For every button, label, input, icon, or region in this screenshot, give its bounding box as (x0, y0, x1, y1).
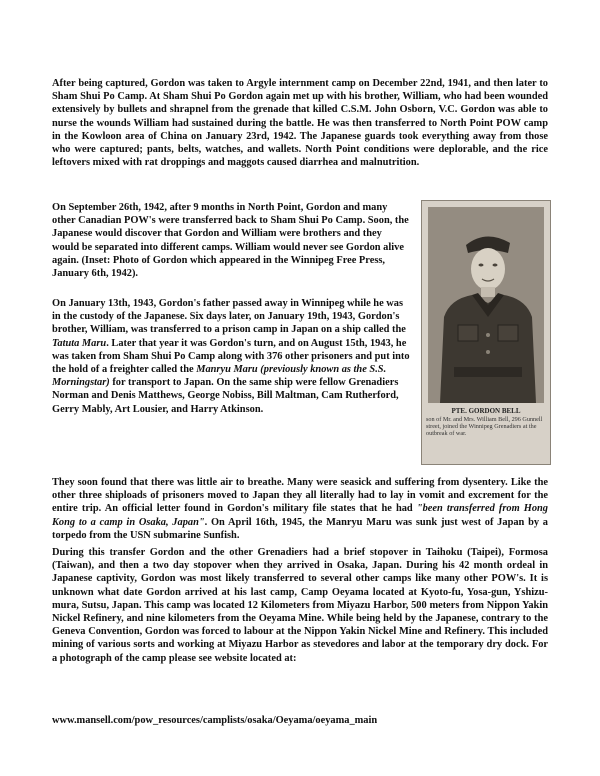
inset-caption-title: PTE. GORDON BELL (451, 407, 521, 415)
soldier-portrait-image (428, 207, 544, 403)
paragraph-voyage (52, 476, 548, 542)
newspaper-inset (421, 200, 551, 465)
text-segment: On January 13th, 1943, Gordon's father passed away in Winnipeg while he was in the custody of the Japanese. Six days later, on January 19th, 1943, Gordon's brother, William, was transferred to a prison camp in Japan on a ship called the (52, 298, 406, 336)
paragraph-camp-oeyama: During this transfer Gordon and the other Grenadiers had a brief stopover in Taihoku (Taipei), Formosa (Taiwan), and then a two day stopover when they arrived in Osaka, Japan. During his 42 month ordeal in Japanese captivity, Gordon was most likely transferred to several other camps like many other POW's. It is unknown what date Gordon arrived at his last camp, Camp Oeyama located at Kyoto-fu, Yosa-gun, Yshizu-mura, Sutsu, Japan. This camp was located 12 Kilometers from Miyazu Harbor, 500 meters from Nippon Yakin Nickel Refinery, and nine kilometers from the Oeyama Mine. While being held by the Japanese, contrary to the Geneva Convention, Gordon was forced to labour at the Nippon Yakin Nickel Mine and Refinery. This included mining of various sorts and working at Miyazu Harbor as stevedores and labor at the temporary dry dock. For a photograph of the camp please see website located at: (52, 547, 548, 664)
paragraph-capture: After being captured, Gordon was taken to Argyle internment camp on December 22nd, 1941, and then later to Sham Shui Po Camp. At Sham Shui Po Gordon again met up with his brother, William, who had been wounded extensively by bullets and shrapnel from the grenade that killed C.S.M. John Osborn, V.C. Gordon was able to nurse the wounds William had sustained during the battle. He was then transferred to North Point POW camp in the Kowloon area of China on January 23rd, 1942. The Japanese guards took everything away from those who were captured; pants, belts, watches, and wallets. North Point conditions were deplorable, and the rice leftovers mixed with rat droppings and maggots caused diarrhea and malnutrition. (52, 78, 548, 169)
paragraph-transfer-back: On September 26th, 1942, after 9 months in North Point, Gordon and many other Canadian POW's were transferred back to Sham Shui Po Camp. Soon, the Japanese would discover that Gordon and William were brothers and they would be separated into different camps. William would never see Gordon alive again. (Inset: Photo of Gordon which appeared in the Winnipeg Free Press, January 6th, 1942). (52, 202, 409, 280)
camp-website-link[interactable]: www.mansell.com/pow_resources/camplists/osaka/Oeyama/oeyama_main (52, 715, 378, 726)
text-segment: They soon found that there was little air to breathe. Many were seasick and suffering from dysentery. Like the other three shiploads of prisoners moved to Japan they all literally had to lay in vomit and excrement for the entire trip. An official letter found in Gordon's military file states that he had (52, 477, 548, 515)
text-segment: for transport to Japan. On the same ship were fellow Grenadiers Norman and Denis Matthews, George Nobiss, Bill Maltman, Cam Rutherford, Gerry Mably, Art Lousier, and Harry Atkinson. (52, 377, 399, 415)
text-segment: . Later that year it was Gordon's turn, and on August 15th, 1943, he was taken from Sham Shui Po Camp along with 376 other prisoners and put into the hold of a freighter called the (52, 337, 410, 376)
ship-name-tatuta: Tatuta Maru (52, 337, 107, 349)
soldier-portrait-photo (428, 207, 544, 403)
inset-caption-body: son of Mr. and Mrs. William Bell, 296 Gunnell street, joined the Winnipeg Grenadiers at the outbreak of war. (426, 416, 543, 438)
letter-quote: "been transferred from Hong Kong to a camp in Osaka, Japan" (52, 503, 548, 528)
paragraph-ship-transport (52, 297, 410, 416)
text-segment: . On April 16th, 1945, the Manryu Maru was sunk just west of Japan by a torpedo from the USN submarine Sunfish. (52, 516, 548, 541)
ship-name-manryu: Manryu Maru (previously known as the S.S. Morningstar) (52, 364, 387, 389)
